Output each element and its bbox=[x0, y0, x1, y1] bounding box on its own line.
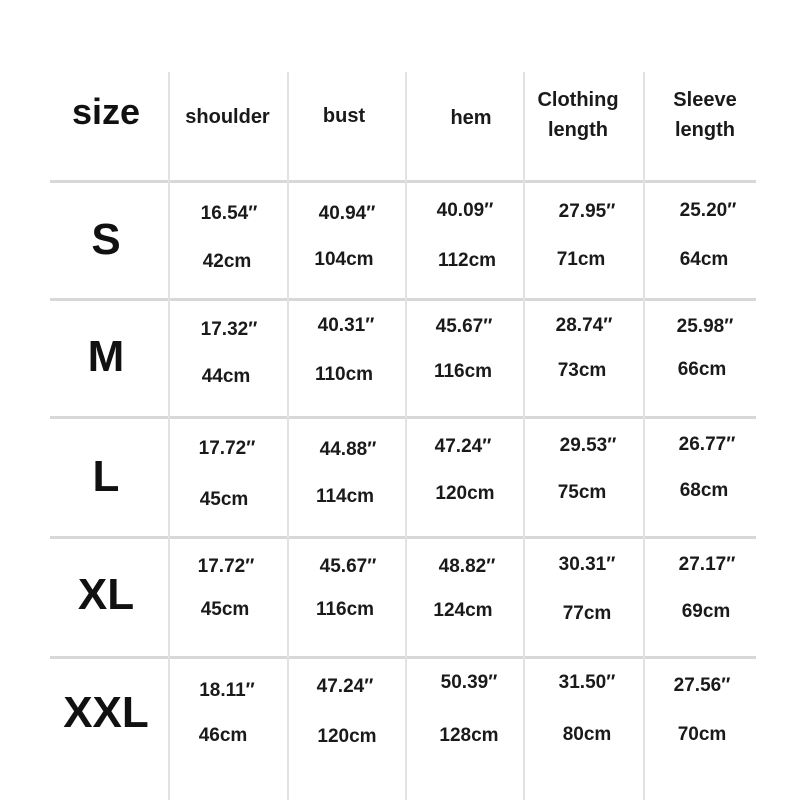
column-header-label: hem bbox=[450, 107, 492, 129]
table-cell-inch: 50.39″ bbox=[440, 672, 498, 693]
row-divider bbox=[50, 536, 756, 539]
row-divider bbox=[50, 298, 756, 301]
table-cell-cm: 128cm bbox=[439, 725, 499, 746]
table-cell-inch: 40.94″ bbox=[318, 203, 376, 224]
table-cell-cm: 64cm bbox=[679, 249, 729, 270]
table-cell-cm: 70cm bbox=[677, 724, 727, 745]
size-label-l: L bbox=[92, 452, 120, 501]
table-cell-cm: 104cm bbox=[314, 249, 374, 270]
column-header-bust bbox=[289, 106, 399, 126]
table-cell-inch: 17.72″ bbox=[198, 438, 256, 459]
table-cell-inch: 44.88″ bbox=[319, 439, 377, 460]
table-cell-inch: 25.98″ bbox=[676, 316, 734, 337]
table-cell-cm: 116cm bbox=[315, 599, 375, 620]
column-header-label: Sleeve bbox=[673, 89, 737, 111]
table-cell-cm: 73cm bbox=[557, 360, 607, 381]
size-label-xl: XL bbox=[77, 570, 135, 619]
column-header-hem bbox=[412, 108, 530, 128]
column-header-label: length bbox=[675, 119, 735, 141]
table-cell-inch: 47.24″ bbox=[434, 436, 492, 457]
table-cell-inch: 31.50″ bbox=[558, 672, 616, 693]
table-cell-cm: 44cm bbox=[201, 366, 251, 387]
table-cell-cm: 75cm bbox=[557, 482, 607, 503]
table-cell-cm: 69cm bbox=[681, 601, 731, 622]
column-header-label: shoulder bbox=[185, 106, 270, 128]
table-cell-inch: 29.53″ bbox=[559, 435, 617, 456]
table-cell-cm: 68cm bbox=[679, 480, 729, 501]
table-cell-inch: 30.31″ bbox=[558, 554, 616, 575]
column-header-label: Clothing bbox=[537, 89, 619, 111]
table-cell-cm: 116cm bbox=[433, 361, 493, 382]
table-cell-inch: 28.74″ bbox=[555, 315, 613, 336]
table-cell-cm: 112cm bbox=[437, 250, 497, 271]
table-cell-cm: 71cm bbox=[556, 249, 606, 270]
row-divider bbox=[50, 180, 756, 183]
size-label-xxl: XXL bbox=[63, 688, 149, 737]
table-cell-cm: 120cm bbox=[435, 483, 495, 504]
table-cell-inch: 48.82″ bbox=[438, 556, 496, 577]
size-label-s: S bbox=[91, 215, 121, 264]
table-cell-inch: 27.95″ bbox=[558, 201, 616, 222]
column-header-clothing-length bbox=[520, 85, 636, 145]
table-cell-cm: 114cm bbox=[315, 486, 375, 507]
table-cell-inch: 18.11″ bbox=[199, 680, 255, 701]
size-header: size bbox=[71, 91, 141, 132]
table-cell-inch: 17.72″ bbox=[197, 556, 255, 577]
table-cell-inch: 17.32″ bbox=[200, 319, 258, 340]
table-cell-cm: 80cm bbox=[562, 724, 612, 745]
table-cell-cm: 120cm bbox=[317, 726, 377, 747]
row-divider bbox=[50, 656, 756, 659]
table-cell-inch: 27.56″ bbox=[673, 675, 731, 696]
table-cell-cm: 46cm bbox=[198, 725, 248, 746]
table-cell-inch: 40.31″ bbox=[317, 315, 375, 336]
table-cell-inch: 16.54″ bbox=[200, 203, 258, 224]
table-cell-cm: 124cm bbox=[433, 600, 493, 621]
table-cell-cm: 45cm bbox=[200, 599, 250, 620]
table-cell-inch: 40.09″ bbox=[436, 200, 494, 221]
table-cell-cm: 66cm bbox=[677, 359, 727, 380]
table-cell-inch: 25.20″ bbox=[679, 200, 737, 221]
table-cell-cm: 110cm bbox=[314, 364, 374, 385]
table-cell-cm: 45cm bbox=[199, 489, 249, 510]
column-header-label: bust bbox=[322, 105, 366, 127]
size-label-m: M bbox=[87, 332, 125, 381]
table-cell-inch: 47.24″ bbox=[316, 676, 374, 697]
table-cell-cm: 77cm bbox=[562, 603, 612, 624]
column-header-shoulder bbox=[170, 107, 285, 127]
column-divider bbox=[405, 72, 407, 800]
table-cell-inch: 45.67″ bbox=[319, 556, 377, 577]
column-header-sleeve-length bbox=[647, 85, 763, 145]
column-header-label: length bbox=[548, 119, 608, 141]
row-divider bbox=[50, 416, 756, 419]
table-cell-inch: 26.77″ bbox=[678, 434, 736, 455]
table-cell-cm: 42cm bbox=[202, 251, 252, 272]
table-cell-inch: 27.17″ bbox=[678, 554, 736, 575]
table-cell-inch: 45.67″ bbox=[435, 316, 493, 337]
